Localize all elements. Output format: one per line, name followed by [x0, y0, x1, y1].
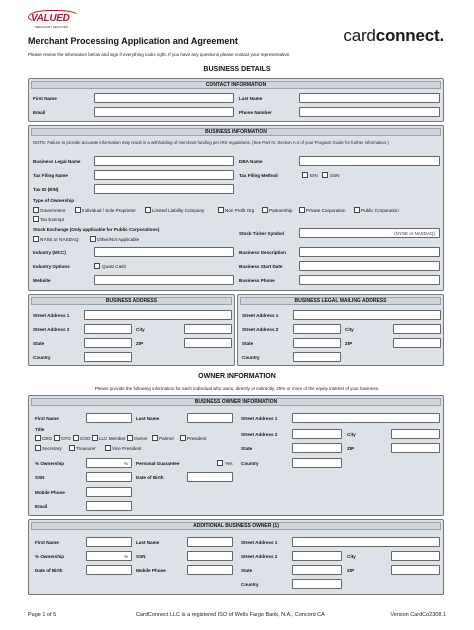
ownership-partnership-checkbox[interactable] [262, 207, 268, 213]
address-state-label: State [33, 341, 45, 346]
tax-filing-method-label: Tax Filing Method [239, 173, 278, 178]
ownership-public-corp-checkbox[interactable] [354, 207, 360, 213]
personal-guarantee-label: Personal Guarantee [136, 461, 180, 466]
ownership-individual-checkbox[interactable] [75, 207, 81, 213]
address-street1-field[interactable] [84, 310, 232, 320]
cardconnect-logo [343, 26, 444, 46]
owner-last-name-field[interactable] [187, 413, 233, 423]
add-ssn-label: SSN [136, 554, 146, 559]
ein-label: EIN [310, 173, 318, 178]
email-label: Email [33, 110, 46, 115]
owner-city-label: City [347, 432, 356, 437]
ownership-individual-label: Individual / Sole Proprietor [82, 208, 136, 213]
mailing-zip-label: ZIP [345, 341, 353, 346]
business-address-heading: BUSINESS ADDRESS [31, 297, 232, 305]
title-partner-label: Partner [159, 436, 175, 441]
ownership-private-corp-label: Private Corporation [306, 208, 346, 213]
address-city-label: City [136, 327, 145, 332]
website-field[interactable] [94, 275, 234, 285]
legal-name-label: Business Legal Name [33, 159, 81, 164]
mailing-city-field[interactable] [393, 324, 441, 334]
add-street2-field[interactable] [292, 551, 342, 561]
title-vice-president-label: Vice President [112, 446, 142, 451]
brand-prefix: card [343, 26, 376, 45]
address-country-label: Country [33, 355, 51, 360]
address-zip-label: ZIP [136, 341, 144, 346]
mailing-country-field[interactable] [293, 352, 341, 362]
mailing-zip-field[interactable] [393, 338, 441, 348]
other-not-applicable-checkbox[interactable] [90, 236, 96, 242]
dba-name-field[interactable] [299, 156, 440, 166]
add-dob-label: Date of Birth [35, 568, 63, 573]
owner-country-field[interactable] [292, 458, 342, 468]
owner-street2-field[interactable] [292, 429, 342, 439]
address-country-field[interactable] [84, 352, 132, 362]
ownership-public-corp-label: Public Corporation [361, 208, 399, 213]
quasi-cash-checkbox[interactable] [94, 263, 100, 269]
mailing-street2-label: Street Address 2 [242, 327, 279, 332]
title-vice-president-checkbox[interactable] [105, 445, 111, 451]
ein-checkbox[interactable] [302, 172, 308, 178]
phone-field[interactable] [299, 107, 440, 117]
title-owner-checkbox[interactable] [127, 435, 133, 441]
email-field[interactable] [94, 107, 234, 117]
title-coo-label: COO [80, 436, 91, 441]
add-state-field[interactable] [292, 565, 342, 575]
type-of-ownership-label: Type of Ownership [33, 198, 75, 203]
add-last-name-field[interactable] [187, 537, 233, 547]
tax-exempt-label: Tax Exempt [40, 217, 64, 222]
brand-suffix: connect. [375, 26, 444, 45]
title-treasurer-label: Treasurer [76, 446, 96, 451]
title-owner-label: Owner [134, 436, 148, 441]
add-street2-label: Street Address 2 [241, 554, 278, 559]
page-title: Merchant Processing Application and Agreement [28, 36, 238, 46]
add-mobile-field[interactable] [187, 565, 233, 575]
version-label: Version CardCo2308.1 [390, 612, 446, 618]
owner-first-name-label: First Name [35, 416, 59, 421]
title-partner-checkbox[interactable] [152, 435, 158, 441]
business-description-field[interactable] [299, 247, 440, 257]
footer-disclaimer: CardConnect LLC is a registered ISO of Wells Fargo Bank, N.A., Concord CA [136, 612, 325, 618]
tax-exempt-checkbox[interactable] [33, 216, 39, 222]
business-address-panel [28, 294, 235, 366]
title-llc-member-checkbox[interactable] [92, 435, 98, 441]
address-street1-label: Street Address 1 [33, 313, 70, 318]
title-secretary-checkbox[interactable] [35, 445, 41, 451]
owner-intro: Please provide the following information for each individual who owns, directly or indirectly, 25% or more of the equity interest of your business. [94, 386, 380, 391]
page-number: Page 1 of 5 [28, 612, 57, 618]
add-first-name-field[interactable] [86, 537, 132, 547]
owner-first-name-field[interactable] [86, 413, 132, 423]
mailing-city-label: City [345, 327, 354, 332]
logo-subtext: MERCHANT SERVICES [35, 25, 68, 29]
tax-id-field[interactable] [94, 184, 234, 194]
last-name-field[interactable] [299, 93, 440, 103]
owner-information-title: OWNER INFORMATION [198, 373, 276, 380]
personal-guarantee-yes: Yes [225, 461, 233, 466]
business-owner-panel [28, 395, 444, 516]
owner-ssn-label: SSN [35, 475, 45, 480]
tax-filing-name-field[interactable] [94, 170, 234, 180]
title-ceo-checkbox[interactable] [35, 435, 41, 441]
website-label: Website [33, 278, 51, 283]
industry-mcc-label: Industry (MCC) [33, 250, 66, 255]
contact-information-heading: CONTACT INFORMATION [31, 81, 441, 89]
add-percent-sign: % [123, 554, 128, 559]
owner-city-field[interactable] [391, 429, 440, 439]
title-cfo-checkbox[interactable] [54, 435, 60, 441]
add-mobile-label: Mobile Phone [136, 568, 166, 573]
last-name-label: Last Name [239, 96, 263, 101]
ssn-checkbox[interactable] [322, 172, 328, 178]
stock-exchange-label: Stock Exchange (Only applicable for Public Corporations) [33, 227, 160, 232]
add-city-label: City [347, 554, 356, 559]
add-ssn-field[interactable] [187, 551, 233, 561]
add-first-name-label: First Name [35, 540, 59, 545]
add-state-label: State [241, 568, 253, 573]
owner-street2-label: Street Address 2 [241, 432, 278, 437]
additional-owner-panel [28, 519, 444, 595]
owner-mobile-field[interactable] [86, 487, 132, 497]
owner-ownership-field[interactable] [86, 458, 132, 468]
business-owner-heading: BUSINESS OWNER INFORMATION [31, 398, 441, 406]
title-president-checkbox[interactable] [180, 435, 186, 441]
ownership-llc-label: Limited Liability Company [152, 208, 205, 213]
owner-last-name-label: Last Name [136, 416, 160, 421]
additional-owner-heading: ADDITIONAL BUSINESS OWNER (1) [31, 522, 441, 530]
add-street1-field[interactable] [292, 537, 440, 547]
tax-id-label: Tax ID (EIN) [33, 187, 59, 192]
business-description-label: Business Description [239, 250, 286, 255]
logo-text: VALUED [31, 13, 70, 24]
first-name-field[interactable] [94, 93, 234, 103]
ownership-nonprofit-checkbox[interactable] [218, 207, 224, 213]
address-street2-field[interactable] [84, 324, 132, 334]
owner-dob-label: Date of Birth [136, 475, 164, 480]
address-street2-label: Street Address 2 [33, 327, 70, 332]
nyse-nasdaq-label: NYSE or NASDAQ [40, 237, 79, 242]
add-city-field[interactable] [391, 551, 440, 561]
title-cfo-label: CFO [61, 436, 71, 441]
add-zip-field[interactable] [391, 565, 440, 575]
ssn-label: SSN [330, 173, 340, 178]
intro-text: Please review the information below and sign if everything looks right. If you have any questions please contact your representative. [28, 52, 291, 57]
nyse-nasdaq-checkbox[interactable] [33, 236, 39, 242]
contact-information-panel [28, 78, 444, 122]
mailing-country-label: Country [242, 355, 260, 360]
business-start-date-field[interactable] [299, 261, 440, 271]
ownership-llc-checkbox[interactable] [145, 207, 151, 213]
add-last-name-label: Last Name [136, 540, 160, 545]
owner-street1-field[interactable] [292, 413, 440, 423]
legal-name-field[interactable] [94, 156, 234, 166]
stock-ticker-label: Stock Ticker Symbol [239, 231, 285, 236]
ownership-government-checkbox[interactable] [33, 207, 39, 213]
owner-ownership-label: % Ownership [35, 461, 65, 466]
title-secretary-label: Secretary [42, 446, 62, 451]
business-information-heading: BUSINESS INFORMATION [31, 128, 441, 136]
add-ownership-field[interactable] [86, 551, 132, 561]
owner-email-field[interactable] [86, 501, 132, 511]
phone-label: Phone Number [239, 110, 272, 115]
title-llc-member-label: LLC Member [99, 436, 126, 441]
business-details-title: BUSINESS DETAILS [203, 66, 271, 73]
add-street1-label: Street Address 1 [241, 540, 278, 545]
mailing-state-field[interactable] [293, 338, 341, 348]
other-not-applicable-label: Other/Not Applicable [97, 237, 140, 242]
owner-street1-label: Street Address 1 [241, 416, 278, 421]
industry-mcc-field[interactable] [94, 247, 234, 257]
title-coo-checkbox[interactable] [73, 435, 79, 441]
mailing-street1-label: Street Address 1 [242, 313, 279, 318]
mailing-address-heading: BUSINESS LEGAL MAILING ADDRESS [240, 297, 441, 305]
add-zip-label: ZIP [347, 568, 355, 573]
stock-ticker-field[interactable] [299, 228, 440, 238]
ownership-government-label: Government [40, 208, 66, 213]
add-ownership-label: % Ownership [35, 554, 65, 559]
title-ceo-label: CEO [42, 436, 52, 441]
owner-percent-sign: % [123, 461, 128, 466]
address-state-field[interactable] [84, 338, 132, 348]
irs-note: NOTE: Failure to provide accurate information may result in a withholding of merchant funding per IRS regulations. (See Part IV, Section A.4 of your Program Guide for further information.) [33, 140, 389, 145]
owner-state-field[interactable] [292, 443, 342, 453]
address-city-field[interactable] [184, 324, 232, 334]
owner-zip-field[interactable] [391, 443, 440, 453]
first-name-label: First Name [33, 96, 57, 101]
owner-email-label: Email [35, 504, 48, 509]
business-phone-label: Business Phone [239, 278, 275, 283]
mailing-street1-field[interactable] [293, 310, 441, 320]
ownership-nonprofit-label: Non Profit Org [225, 208, 255, 213]
owner-title-label: Title [35, 427, 45, 432]
title-president-label: President [187, 436, 207, 441]
ownership-private-corp-checkbox[interactable] [299, 207, 305, 213]
owner-country-label: Country [241, 461, 259, 466]
dba-name-label: DBA Name [239, 159, 263, 164]
owner-state-label: State [241, 446, 253, 451]
business-information-panel [28, 125, 444, 291]
address-zip-field[interactable] [184, 338, 232, 348]
owner-zip-label: ZIP [347, 446, 355, 451]
mailing-state-label: State [242, 341, 254, 346]
tax-filing-name-label: Tax Filing Name [33, 173, 68, 178]
mailing-address-panel [237, 294, 444, 366]
owner-mobile-label: Mobile Phone [35, 490, 65, 495]
quasi-cash-label: Quasi Cash [102, 264, 127, 269]
valued-logo [28, 10, 80, 32]
personal-guarantee-checkbox[interactable] [217, 460, 223, 466]
add-dob-field[interactable] [86, 565, 132, 575]
ownership-partnership-label: Partnership [269, 208, 293, 213]
business-phone-field[interactable] [299, 275, 440, 285]
stock-ticker-hint: (NYSE or NASDAQ) [394, 231, 435, 236]
owner-dob-field[interactable] [187, 472, 233, 482]
add-country-field[interactable] [292, 579, 342, 589]
industry-options-label: Industry Options [33, 264, 70, 269]
business-start-date-label: Business Start Date [239, 264, 283, 269]
mailing-street2-field[interactable] [293, 324, 341, 334]
owner-ssn-field[interactable] [86, 472, 132, 482]
add-country-label: Country [241, 582, 259, 587]
title-treasurer-checkbox[interactable] [69, 445, 75, 451]
